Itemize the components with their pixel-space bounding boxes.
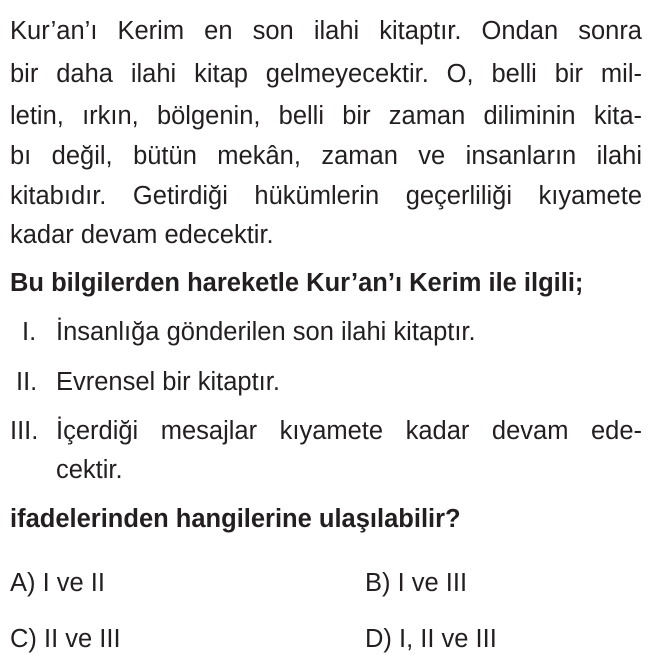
option-d-text: I, II ve III (399, 625, 497, 653)
option-b-label: B) (365, 569, 391, 597)
statement-text-3-line-2: cektir. (56, 456, 123, 484)
option-b[interactable] (365, 568, 467, 598)
statement-text-1: İnsanlığa gönderilen son ilahi kitaptır. (56, 318, 476, 346)
option-c-text: II ve III (44, 625, 121, 653)
option-a-label: A) (10, 569, 36, 597)
statement-text-3-line-1: İçerdiği mesajlar kıyamete kadar devam ede- (56, 417, 642, 445)
option-a-text: I ve II (42, 569, 105, 597)
passage-line-6: kadar devam edecektir. (10, 221, 274, 249)
option-d-label: D) (365, 625, 392, 653)
option-b-text: I ve III (397, 569, 468, 597)
option-c[interactable] (10, 624, 121, 654)
question-stem: Bu bilgilerden hareketle Kur’an’ı Kerim ile ilgili; (10, 269, 584, 297)
option-c-label: C) (10, 625, 37, 653)
passage-line-5: kitabıdır. Getirdiği hükümlerin geçerliliği kıyamete (10, 182, 642, 210)
passage-line-3: letin, ırkın, bölgenin, belli bir zaman diliminin kita- (10, 102, 642, 130)
statement-number-2: II. (16, 368, 38, 396)
passage-line-4: bı değil, bütün mekân, zaman ve insanların ilahi (10, 142, 642, 170)
option-d[interactable] (365, 624, 497, 654)
statement-number-1: I. (22, 318, 37, 346)
question-end: ifadelerinden hangilerine ulaşılabilir? (10, 505, 461, 533)
passage-line-2: bir daha ilahi kitap gelmeyecektir. O, belli bir mil- (10, 60, 642, 88)
option-a[interactable] (10, 568, 105, 598)
statement-number-3: III. (10, 417, 39, 445)
passage-line-1: Kur’an’ı Kerim en son ilahi kitaptır. Ondan sonra (10, 17, 642, 45)
statement-text-2: Evrensel bir kitaptır. (56, 368, 280, 396)
